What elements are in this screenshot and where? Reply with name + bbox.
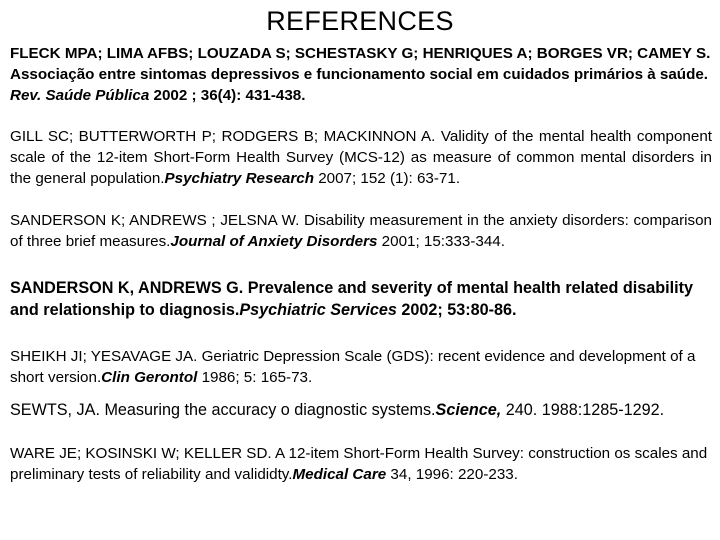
reference-fleck [10, 43, 712, 106]
reference-citation: 2002; 53:80-86. [396, 301, 517, 319]
reference-journal: Medical Care [292, 466, 387, 483]
page-title: REFERENCES [266, 6, 454, 36]
reference-sheikh [10, 346, 712, 388]
reference-text: SEWTS, JA. Measuring the accuracy o diagnostic systems. [10, 401, 436, 419]
reference-text: FLECK MPA; LIMA AFBS; LOUZADA S; SCHESTASKY G; HENRIQUES A; BORGES VR; CAMEY S. Associação entre sintomas depressivos e funcionamento social em cuidados primários à saúde. [10, 45, 711, 83]
reference-sanderson-andrews-jelsna [10, 210, 712, 252]
reference-citation: 2001; 15:333-344. [377, 233, 505, 250]
reference-journal: Psychiatry Research [164, 170, 314, 187]
reference-text: SANDERSON K; ANDREWS ; JELSNA W. Disability measurement in the anxiety disorders: comparison of three brief measures. [10, 212, 712, 250]
reference-sanderson-andrews [10, 277, 712, 321]
reference-text: SANDERSON K, ANDREWS G. Prevalence and severity of mental health related disability and relationship to diagnosis. [10, 279, 694, 319]
reference-text: WARE JE; KOSINSKI W; KELLER SD. A 12-item Short-Form Health Survey: construction os scales and preliminary tests of reliability and valididty. [10, 445, 708, 483]
reference-journal: Rev. Saúde Pública [10, 87, 150, 104]
reference-text: GILL SC; BUTTERWORTH P; RODGERS B; MACKINNON A. Validity of the mental health component scale of the 12-item Short-Form Health Survey (MCS-12) as measure of common mental disorders in the general population. [10, 128, 712, 187]
reference-journal: Journal of Anxiety Disorders [170, 233, 378, 250]
reference-citation: 2007; 152 (1): 63-71. [313, 170, 461, 187]
reference-journal: Psychiatric Services [239, 301, 397, 319]
reference-journal: Science, [435, 401, 502, 419]
reference-citation: 34, 1996: 220-233. [386, 466, 518, 483]
reference-sewts [10, 400, 712, 421]
reference-journal: Clin Gerontol [101, 369, 198, 386]
reference-citation: 1986; 5: 165-73. [197, 369, 313, 386]
reference-gill [10, 126, 712, 189]
reference-text: SHEIKH JI; YESAVAGE JA. Geriatric Depression Scale (GDS): recent evidence and development of a short version. [10, 348, 696, 386]
reference-citation: 2002 ; 36(4): 431-438. [149, 87, 306, 104]
reference-ware [10, 443, 712, 485]
reference-citation: 240. 1988:1285-1292. [501, 401, 665, 419]
